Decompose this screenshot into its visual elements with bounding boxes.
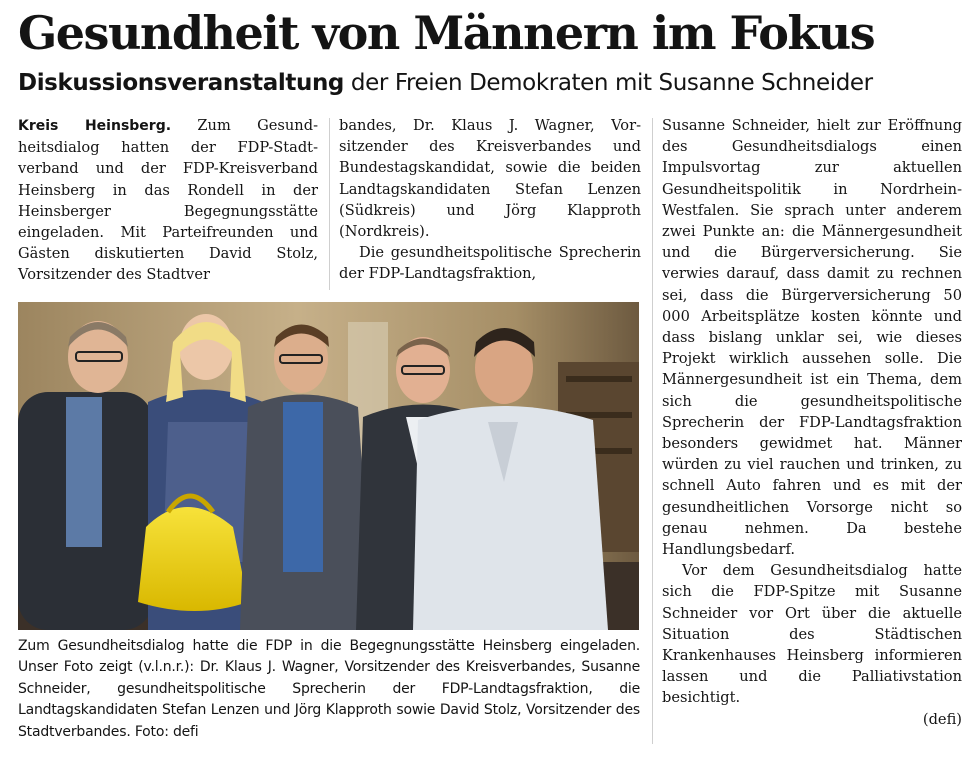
column-divider bbox=[652, 118, 653, 744]
column-divider bbox=[329, 118, 330, 290]
body-paragraph: bandes, Dr. Klaus J. Wagner, Vorsitzender des Kreisverbandes und Bundestagskandidat, sowie die beiden Landtagskandidaten Stefan Lenzen (Südkreis) und Jörg Klapproth (Nordkreis). bbox=[339, 117, 641, 241]
dateline: Kreis Heinsberg. bbox=[18, 118, 172, 134]
article-column-2 bbox=[339, 115, 641, 285]
subheadline-bold: Diskussionsveranstaltung bbox=[18, 70, 344, 96]
body-text: Zum Gesundheitsdialog hatten der FDP-Stadtverband und der FDP-Kreisverband Heinsberg in das Rondell in der Heinsberger Begegnungsstätte eingeladen. Mit Parteifreunden und Gästen diskutierten David Stolz, Vorsitzender des Stadtver bbox=[18, 117, 318, 284]
article-column-3 bbox=[662, 115, 962, 730]
subheadline bbox=[18, 66, 958, 100]
article-photo bbox=[18, 302, 639, 630]
body-paragraph: Susanne Schneider, hielt zur Eröffnung des Gesundheitsdialogs einen Impulsvortag zur aktuellen Gesundheitspolitik in Nordrhein-Westfalen. Sie sprach unter anderem zwei Punkte an: die Männergesundheit und die Bürgerversicherung. Sie verwies darauf, dass damit zu rechnen sei, dass die Bürgerversicherung 50 000 Arbeitsplätze kosten könnte und dass bislang unklar sei, wie dieses Projekt wirklich aussehen solle. Die Männergesundheit ist ein Thema, dem sich die gesundheitspolitische Sprecherin der FDP-Landtagsfraktion besonders gewidmet hat. Männer würden zu viel rauchen und trinken, zu schnell Auto fahren und es mit der gesundheitlichen Vorsorge nicht so genau nehmen. Da bestehe Handlungsbedarf. bbox=[662, 117, 962, 559]
author-byline: (defi) bbox=[922, 710, 962, 728]
body-paragraph: Die gesundheitspolitische Sprecherin der FDP-Landtagsfraktion, bbox=[339, 244, 641, 283]
headline: Gesundheit von Männern im Fokus bbox=[18, 6, 875, 60]
article-column-1 bbox=[18, 115, 318, 286]
body-paragraph: Vor dem Gesundheitsdialog hatte sich die FDP-Spitze mit Susanne Schneider vor Ort über die aktuelle Situation des Städtischen Krankenhauses Heinsberg informieren lassen und die Palliativstation besichtigt. bbox=[662, 562, 962, 707]
photo-caption: Zum Gesundheitsdialog hatte die FDP in die Begegnungsstätte Heinsberg eingeladen. Unser Foto zeigt (v.l.n.r.): Dr. Klaus J. Wagner, Vorsitzender des Kreisverbandes, Susanne Schneider, gesundheitspolitische Sprecherin der FDP-Landtagsfraktion, die Landtagskandidaten Stefan Lenzen und Jörg Klapproth sowie David Stolz, Vorsitzender des Stadtverbandes. Foto: defi bbox=[18, 638, 640, 740]
subheadline-rest: der Freien Demokraten mit Susanne Schneider bbox=[344, 70, 873, 96]
group-photo bbox=[18, 302, 639, 630]
